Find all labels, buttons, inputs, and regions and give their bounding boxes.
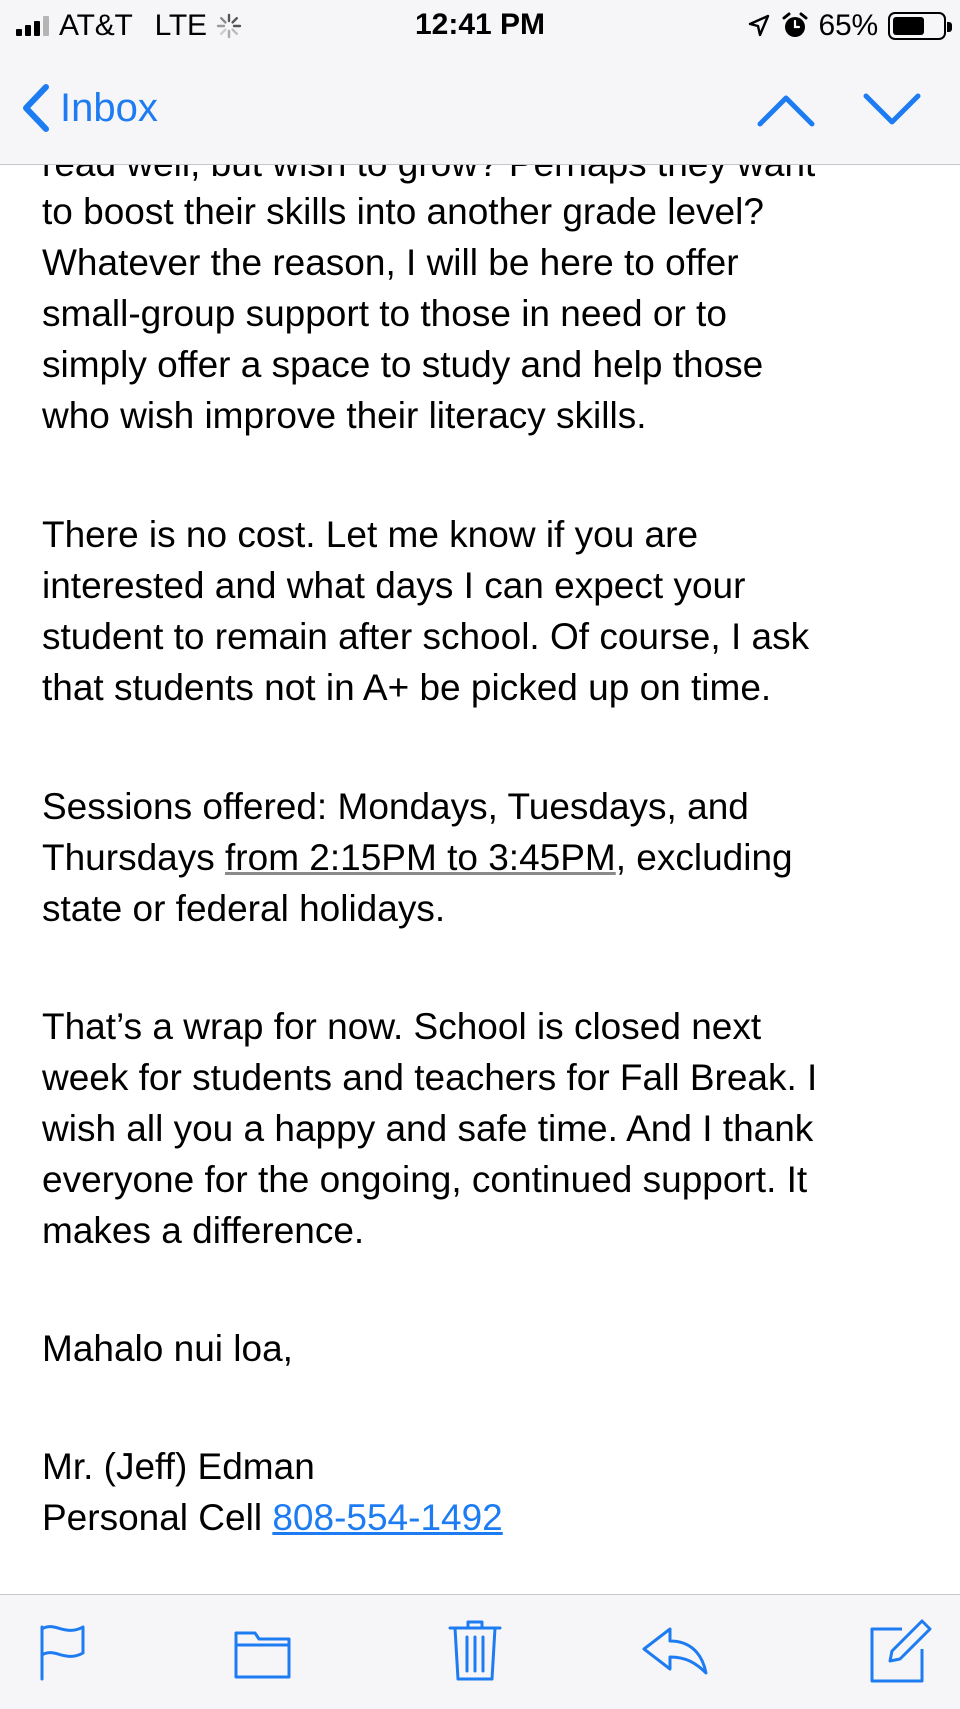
text-line: There is no cost. Let me know if you are [42,514,699,555]
text-line: small-group support to those in need or to [42,293,727,334]
text-line: everyone for the ongoing, continued support. It [42,1159,808,1200]
next-message-button[interactable] [862,82,922,134]
text-segment: , excluding [615,837,793,878]
chevron-left-icon [18,83,52,133]
network-type: LTE [154,9,207,42]
status-bar [0,0,960,52]
location-arrow-icon [747,13,771,39]
battery-icon [888,12,946,40]
battery-percent: 65% [818,9,878,42]
text-line: That’s a wrap for now. School is closed next [42,1006,762,1047]
move-to-folder-button[interactable] [227,1615,297,1685]
carrier-name: AT&T [59,9,133,42]
closing-text: Mahalo nui loa, [42,1328,293,1369]
text-line: state or federal holidays. [42,888,446,929]
text-line: interested and what days I can expect your [42,565,746,606]
phone-number-link[interactable]: 808-554-1492 [272,1497,503,1538]
text-line: Whatever the reason, I will be here to offer [42,242,739,283]
signature-cell-label: Personal Cell [42,1497,273,1538]
text-line: that students not in A+ be picked up on time. [42,667,772,708]
session-time-detected-link[interactable]: from 2:15PM to 3:45PM [225,837,616,878]
back-button-label: Inbox [60,85,158,130]
back-to-inbox-button[interactable] [18,80,158,136]
trash-icon [440,1615,510,1685]
text-line: to boost their skills into another grade level? [42,191,764,232]
flag-icon [27,1615,97,1685]
text-line: wish all you a happy and safe time. And I thank [42,1108,814,1149]
status-time: 12:41 PM [414,8,546,41]
previous-message-button[interactable] [756,82,816,134]
signature-cell [42,1492,503,1543]
compose-icon [866,1615,936,1685]
trash-button[interactable] [440,1615,510,1685]
reply-button[interactable] [640,1615,710,1685]
text-line: student to remain after school. Of course, I ask [42,616,810,657]
compose-button[interactable] [866,1615,936,1685]
reply-icon [640,1615,710,1685]
text-line: Sessions offered: Mondays, Tuesdays, and [42,786,749,827]
chevron-down-icon [862,82,922,134]
battery-level [893,17,924,35]
bottom-toolbar [0,1594,960,1709]
nav-bar [0,52,960,165]
text-line: who wish improve their literacy skills. [42,395,647,436]
signature-name: Mr. (Jeff) Edman [42,1446,315,1487]
text-line: makes a difference. [42,1210,365,1251]
flag-button[interactable] [27,1615,97,1685]
alarm-icon [781,12,809,40]
text-line: week for students and teachers for Fall Break. I [42,1057,818,1098]
text-line [42,832,793,883]
text-line: simply offer a space to study and help those [42,344,764,385]
chevron-up-icon [756,82,816,134]
folder-icon [227,1615,297,1685]
status-right [747,9,946,43]
text-segment: Thursdays [42,837,226,878]
